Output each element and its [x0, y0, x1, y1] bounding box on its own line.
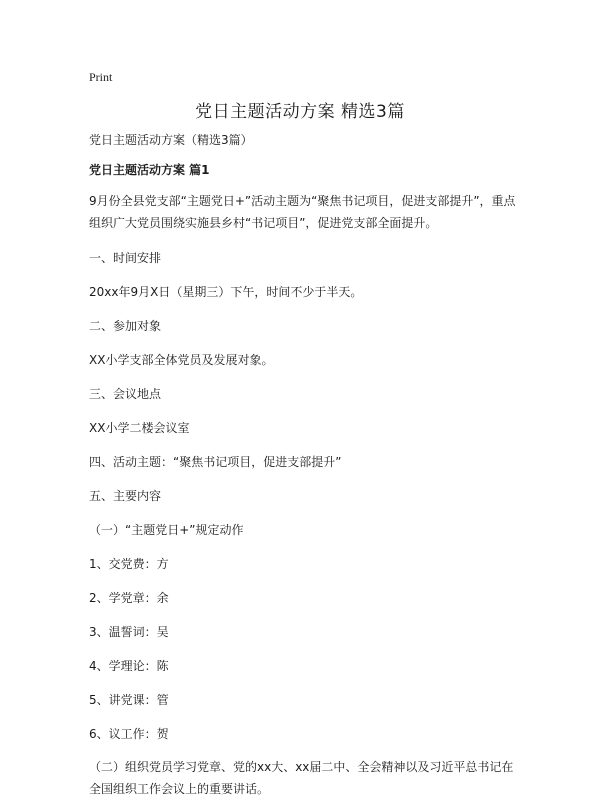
study-paragraph: （二）组织党员学习党章、党的xx大、xx届二中、全会精神以及习近平总书记在全国组织工作会议上的重要讲话。: [89, 760, 514, 796]
theme-text: 四、活动主题：“聚焦书记项目，促进支部提升”: [89, 455, 342, 469]
document-subtitle: 党日主题活动方案（精选3篇）: [89, 133, 253, 147]
participants-text: XX小学支部全体党员及发展对象。: [89, 353, 274, 367]
content-heading: 五、主要内容: [89, 489, 162, 503]
action-item: 4、学理论：陈: [89, 659, 169, 673]
action-item: 2、学党章：余: [89, 591, 169, 605]
venue-heading: 三、会议地点: [89, 387, 162, 401]
action-item: 3、温誓词：吴: [89, 625, 169, 639]
time-heading: 一、时间安排: [89, 251, 162, 265]
venue-text: XX小学二楼会议室: [89, 421, 190, 435]
action-item: 6、议工作：贺: [89, 727, 169, 741]
intro-paragraph: 9月份全县党支部“主题党日+”活动主题为“聚焦书记项目，促进支部提升”，重点组织广大党员围绕实施县乡村“书记项目”，促进党支部全面提升。: [89, 194, 516, 230]
action-item: 1、交党费：方: [89, 557, 169, 571]
section-heading: 党日主题活动方案 篇1: [89, 163, 210, 177]
action-item: 5、讲党课：管: [89, 693, 169, 707]
time-text: 20xx年9月X日（星期三）下午，时间不少于半天。: [89, 285, 363, 299]
participants-heading: 二、参加对象: [89, 319, 162, 333]
document-body: [89, 130, 519, 800]
page-title: 党日主题活动方案 精选3篇: [195, 102, 405, 122]
action-heading: （一）“主题党日+”规定动作: [89, 523, 244, 537]
print-link[interactable]: Print: [89, 70, 113, 84]
